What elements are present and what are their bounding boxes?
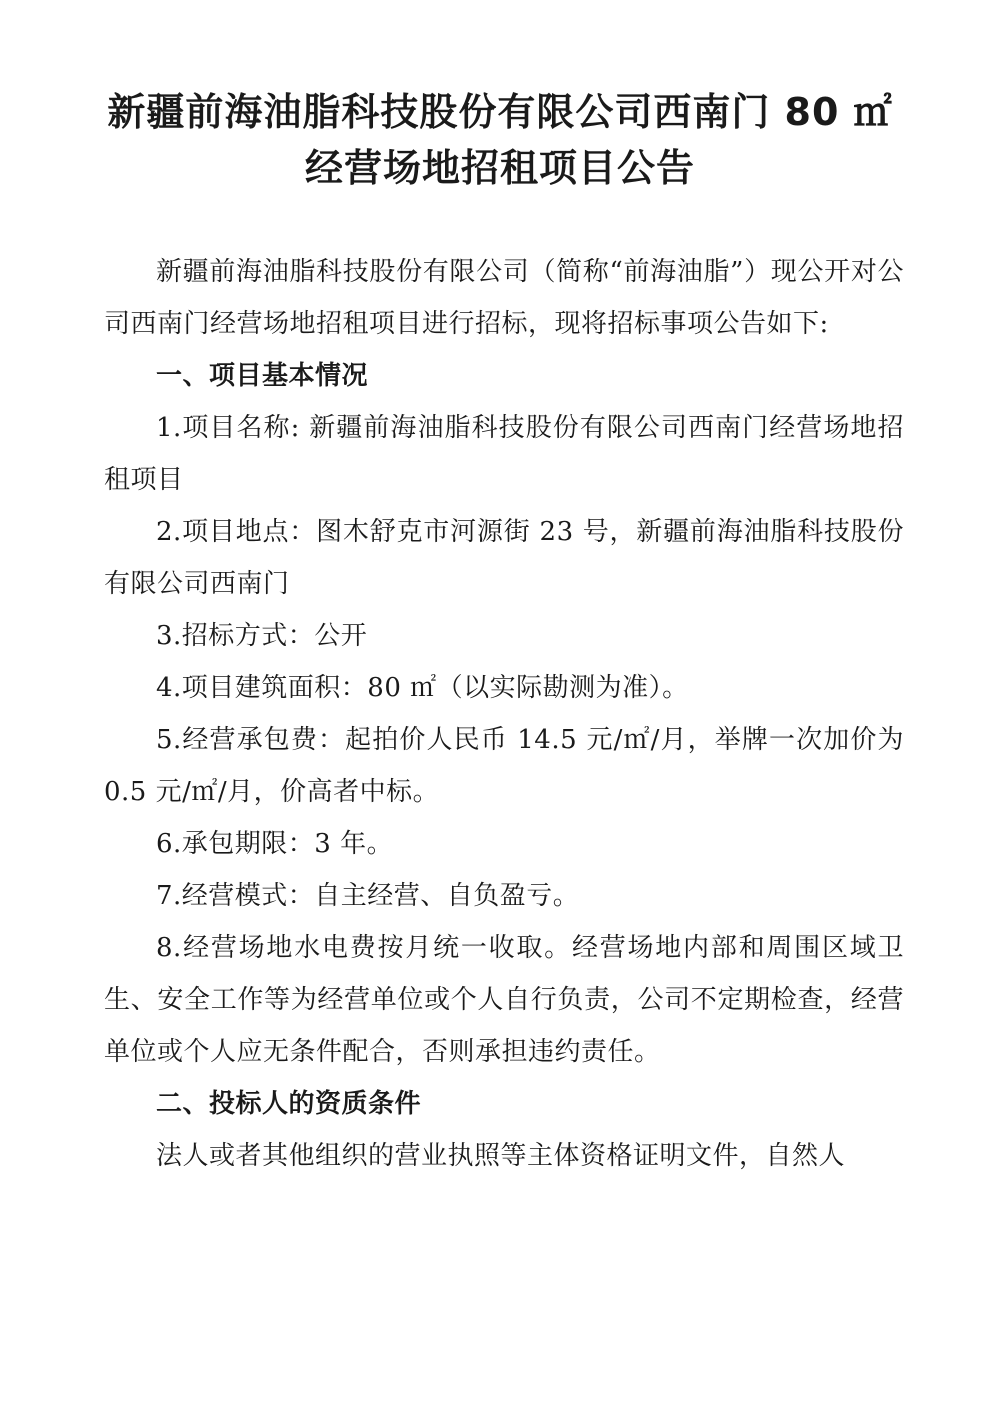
document-body xyxy=(104,246,904,1182)
intro-paragraph: 新疆前海油脂科技股份有限公司（简称“前海油脂”）现公开对公司西南门经营场地招租项目进行招标，现将招标事项公告如下: xyxy=(104,257,904,339)
item-project-name: 1.项目名称: 新疆前海油脂科技股份有限公司西南门经营场地招租项目 xyxy=(104,413,904,495)
item-contract-term: 6.承包期限：3 年。 xyxy=(156,829,394,859)
item-utilities-responsibility: 8.经营场地水电费按月统一收取。经营场地内部和周围区域卫生、安全工作等为经营单位或个人自行负责，公司不定期检查，经营单位或个人应无条件配合，否则承担违约责任。 xyxy=(104,933,904,1067)
item-operating-fee: 5.经营承包费：起拍价人民币 14.5 元/㎡/月，举牌一次加价为 0.5 元/㎡/月，价高者中标。 xyxy=(104,725,904,807)
section-heading-1: 一、项目基本情况 xyxy=(156,361,369,391)
document-title-line-2: 经营场地招租项目公告 xyxy=(304,146,695,190)
document-title-line-1: 新疆前海油脂科技股份有限公司西南门 80 ㎡ xyxy=(107,90,893,134)
item-bidding-method: 3.招标方式：公开 xyxy=(156,621,368,651)
item-project-location: 2.项目地点：图木舒克市河源街 23 号，新疆前海油脂科技股份有限公司西南门 xyxy=(104,517,904,599)
item-building-area: 4.项目建筑面积：80 ㎡（以实际勘测为准）。 xyxy=(156,673,689,703)
section-2-paragraph: 法人或者其他组织的营业执照等主体资格证明文件，自然人 xyxy=(156,1141,846,1171)
section-heading-2: 二、投标人的资质条件 xyxy=(156,1089,422,1119)
item-operating-mode: 7.经营模式：自主经营、自负盈亏。 xyxy=(156,881,580,911)
